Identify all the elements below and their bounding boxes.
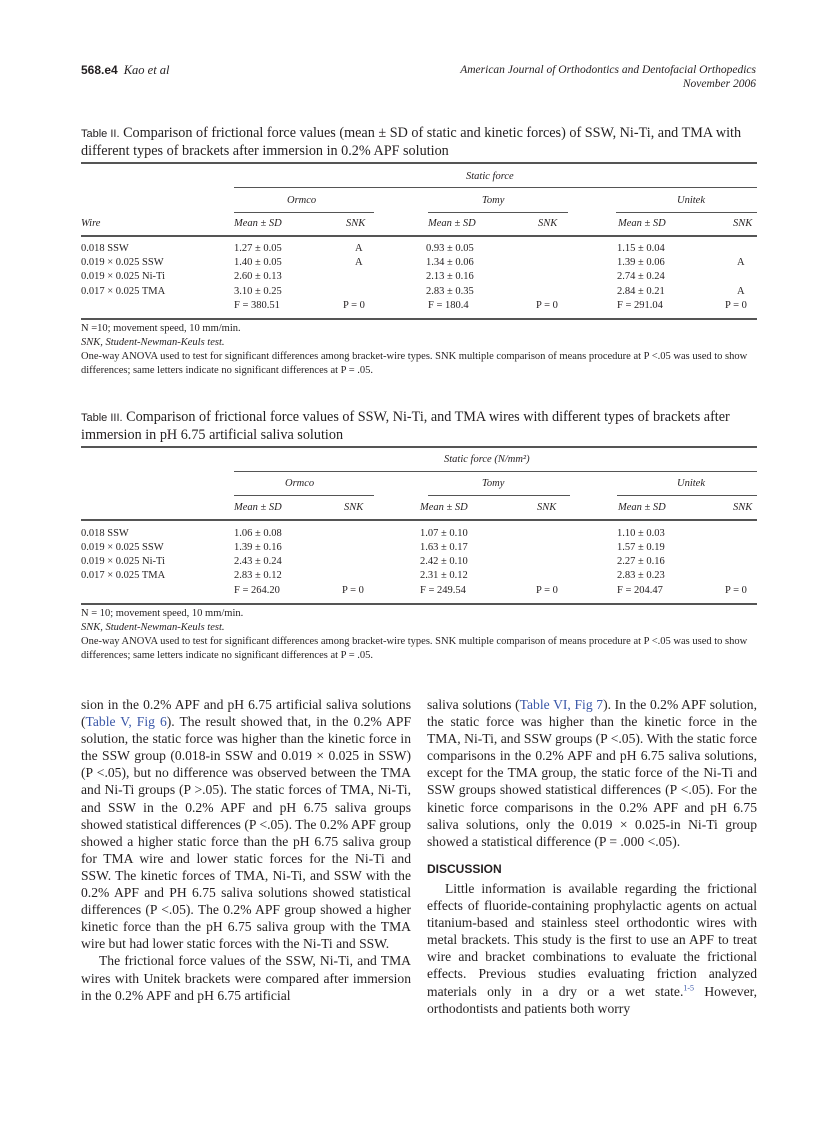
- table2-group-header: Static force: [466, 171, 514, 182]
- table3-note-snk: SNK, Student-Newman-Keuls test.: [81, 622, 225, 633]
- reference-link[interactable]: 1-5: [683, 982, 695, 992]
- table3-value: 2.83 ± 0.12: [234, 570, 282, 581]
- results-continued-paragraph: [427, 696, 757, 850]
- table3-wire: 0.019 × 0.025 Ni-Ti: [81, 556, 166, 567]
- table3-brand-tomy: Tomy: [482, 478, 505, 489]
- discussion-paragraph: [427, 880, 757, 1017]
- journal-title: American Journal of Orthodontics and Dentofacial Orthopedics: [460, 64, 756, 76]
- page-number: [81, 63, 170, 78]
- text-run: sion in the 0.2% APF and pH 6.75 artificial saliva solutions (: [81, 697, 411, 730]
- table3-ormco-snk-header: SNK: [344, 502, 364, 513]
- table2-ormco-rule: [234, 212, 374, 213]
- table2-unitek-snk-header: SNK: [733, 218, 753, 229]
- table3-wire: 0.019 × 0.025 SSW: [81, 542, 164, 553]
- table2-note-snk: SNK, Student-Newman-Keuls test.: [81, 337, 225, 348]
- table2-brand-unitek: Unitek: [677, 195, 705, 206]
- table2-bottom-rule: [81, 318, 757, 320]
- table3-value: 1.63 ± 0.17: [420, 542, 468, 553]
- text-run: However, orthodontists and patients both worry: [427, 983, 757, 1016]
- table2-value: 1.40 ± 0.05: [234, 257, 282, 268]
- table3-note-n: N = 10; movement speed, 10 mm/min.: [81, 608, 244, 619]
- table2-top-rule: [81, 162, 757, 164]
- table3-value: 1.06 ± 0.08: [234, 528, 282, 539]
- issue-date: November 2006: [682, 78, 756, 90]
- table2-wire: 0.018 SSW: [81, 243, 129, 254]
- table2-f-stat: F = 180.4: [428, 300, 469, 311]
- table3-note-anova: One-way ANOVA used to test for significant differences among bracket-wire types. SNK multiple comparison of means procedure at P <.05 was used to show differences; same letters indicate no significant differences at P = .05.: [81, 636, 748, 661]
- running-journal: [460, 63, 756, 91]
- table3-value: 1.57 ± 0.19: [617, 542, 665, 553]
- table2-note-anova: One-way ANOVA used to test for significant differences among bracket-wire types. SNK multiple comparison of means procedure at P <.05 was used to show differences; same letters indicate no significant differences at P = .05.: [81, 351, 748, 376]
- discussion-heading: DISCUSSION: [427, 861, 502, 876]
- table2-p-value: P = 0: [725, 300, 747, 311]
- table2-tomy-snk-header: SNK: [538, 218, 558, 229]
- table3-value: 2.43 ± 0.24: [234, 556, 282, 567]
- table3-tomy-snk-header: SNK: [537, 502, 557, 513]
- table2-value: 1.34 ± 0.06: [426, 257, 474, 268]
- table2-value: 2.84 ± 0.21: [617, 286, 665, 297]
- table2-value: 2.60 ± 0.13: [234, 271, 282, 282]
- table2-wire: 0.019 × 0.025 SSW: [81, 257, 164, 268]
- table2-p-value: P = 0: [536, 300, 558, 311]
- table2-caption: [81, 125, 757, 160]
- table2-unitek-rule: [616, 212, 757, 213]
- table3-bottom-rule: [81, 603, 757, 605]
- table3-label: Table III.: [81, 412, 123, 424]
- table3-value: 1.10 ± 0.03: [617, 528, 665, 539]
- table2-unitek-mean-header: Mean ± SD: [618, 218, 666, 229]
- table2-group-rule: [234, 187, 757, 188]
- table3-wire: 0.018 SSW: [81, 528, 129, 539]
- table2-f-stat: F = 380.51: [234, 300, 280, 311]
- unitek-paragraph: The frictional force values of the SSW, Ni-Ti, and TMA wires with Unitek brackets were compared after immersion in the 0.2% APF and pH 6.75 artificial: [81, 953, 411, 1003]
- table3-group-header: Static force (N/mm²): [444, 454, 530, 465]
- body-right-column: [427, 696, 757, 1017]
- table2-header-rule: [81, 235, 757, 237]
- table3-value: 2.83 ± 0.23: [617, 570, 665, 581]
- table3-header-rule: [81, 519, 757, 521]
- table2-snk: A: [737, 257, 745, 268]
- table2-label: Table II.: [81, 128, 120, 140]
- table2-wire-header: Wire: [81, 218, 101, 229]
- table3-value: 2.42 ± 0.10: [420, 556, 468, 567]
- table2-tomy-mean-header: Mean ± SD: [428, 218, 476, 229]
- text-run: Little information is available regarding the frictional effects of fluoride-containing prophylactic agents on actual titanium-based and stainless steel orthodontic wires with metal brackets. This study is the first to use an APF to treat wire and bracket combinations to evaluate the frictional effects. Previous studies evaluating friction analyzed materials only in a dry or a wet state.: [427, 880, 757, 999]
- table2-value: 2.83 ± 0.35: [426, 286, 474, 297]
- text-run: saliva solutions (: [427, 697, 520, 712]
- table3-unitek-snk-header: SNK: [733, 502, 753, 513]
- table3-footnotes: [81, 607, 757, 663]
- table2-value: 1.15 ± 0.04: [617, 243, 665, 254]
- table2-f-stat: F = 291.04: [617, 300, 663, 311]
- table-figure-link[interactable]: Table VI, Fig 7: [519, 697, 604, 712]
- table3-tomy-mean-header: Mean ± SD: [420, 502, 468, 513]
- table3-group-rule: [234, 471, 757, 472]
- table3-f-stat: F = 204.47: [617, 585, 663, 596]
- table-figure-link[interactable]: Table V, Fig 6: [85, 714, 167, 730]
- table2-note-n: N =10; movement speed, 10 mm/min.: [81, 323, 241, 334]
- results-paragraph: [81, 696, 411, 952]
- table3-p-value: P = 0: [536, 585, 558, 596]
- table3-value: 2.27 ± 0.16: [617, 556, 665, 567]
- table2-snk: A: [737, 286, 745, 297]
- table3-unitek-mean-header: Mean ± SD: [618, 502, 666, 513]
- table3-unitek-rule: [617, 495, 757, 496]
- table2-snk: A: [355, 257, 363, 268]
- table2-value: 3.10 ± 0.25: [234, 286, 282, 297]
- table2-value: 2.13 ± 0.16: [426, 271, 474, 282]
- table2-tomy-rule: [428, 212, 568, 213]
- table3-value: 2.31 ± 0.12: [420, 570, 468, 581]
- table2-value: 0.93 ± 0.05: [426, 243, 474, 254]
- table2-brand-tomy: Tomy: [482, 195, 505, 206]
- table3-caption: [81, 409, 757, 444]
- table2-ormco-snk-header: SNK: [346, 218, 366, 229]
- table3-wire: 0.017 × 0.025 TMA: [81, 570, 166, 581]
- body-left-column: [81, 696, 411, 1004]
- text-run: ). The result showed that, in the 0.2% APF solution, the static force was higher than the kinetic force in the SSW group (0.018-in SSW and 0.019 × 0.025 in SSW) (P <.05), but no difference was observed between the TMA and Ni-Ti groups (P >.05). The static forces of TMA, Ni-Ti, and SSW in the 0.2% APF and pH 6.75 saliva groups showed statistical differences (P <.05). The 0.2% APF group showed a higher static force than the pH 6.75 saliva group for TMA wire and lower static forces for the Ni-Ti and SSW. The kinetic forces of TMA, Ni-Ti, and SSW with the 0.2% APF and PH 6.75 saliva solutions showed statistical differences (P <.05). The 0.2% APF group showed a higher kinetic force than the pH 6.75 saliva group with the TMA wire but had lower static forces with the Ni-Ti and SSW.: [81, 714, 411, 952]
- table2-value: 2.74 ± 0.24: [617, 271, 665, 282]
- table3-brand-ormco: Ormco: [285, 478, 315, 489]
- table2-snk: A: [355, 243, 363, 254]
- table3-p-value: P = 0: [342, 585, 364, 596]
- table2-ormco-mean-header: Mean ± SD: [234, 218, 282, 229]
- table2-wire: 0.017 × 0.025 TMA: [81, 286, 166, 297]
- table2-p-value: P = 0: [343, 300, 365, 311]
- table3-value: 1.07 ± 0.10: [420, 528, 468, 539]
- table3-top-rule: [81, 446, 757, 448]
- table3-f-stat: F = 264.20: [234, 585, 280, 596]
- running-authors: Kao et al: [123, 63, 170, 77]
- text-run: ). In the 0.2% APF solution, the static force was higher than the kinetic force in the TMA, Ni-Ti, and SSW groups (P <.05). With the static force comparisons in the 0.2% APF and pH 6.75 saliva solutions, except for the TMA group, the static force of the Ni-Ti and SSW groups showed statistical differences (P <.05). For the kinetic force comparisons in the 0.2% APF and pH 6.75 saliva solutions, only the 0.019 × 0.025-in Ni-Ti group showed a statistical difference (P = .000 <.05).: [427, 697, 757, 849]
- table3-f-stat: F = 249.54: [420, 585, 466, 596]
- table3-value: 1.39 ± 0.16: [234, 542, 282, 553]
- table2-value: 1.39 ± 0.06: [617, 257, 665, 268]
- table3-p-value: P = 0: [725, 585, 747, 596]
- table2-caption-text: Comparison of frictional force values (mean ± SD of static and kinetic forces) of SSW, Ni-Ti, and TMA with different types of brackets after immersion in 0.2% APF solution: [81, 125, 742, 159]
- table2-footnotes: [81, 322, 757, 378]
- table3-tomy-rule: [428, 495, 570, 496]
- table2-wire: 0.019 × 0.025 Ni-Ti: [81, 271, 166, 282]
- table3-ormco-mean-header: Mean ± SD: [234, 502, 282, 513]
- table2-brand-ormco: Ormco: [287, 195, 317, 206]
- table3-ormco-rule: [234, 495, 374, 496]
- page-number-text: 568.e4: [81, 63, 118, 77]
- table3-caption-text: Comparison of frictional force values of SSW, Ni-Ti, and TMA wires with different types of brackets after immersion in pH 6.75 artificial saliva solution: [81, 409, 730, 443]
- table2-value: 1.27 ± 0.05: [234, 243, 282, 254]
- table3-brand-unitek: Unitek: [677, 478, 705, 489]
